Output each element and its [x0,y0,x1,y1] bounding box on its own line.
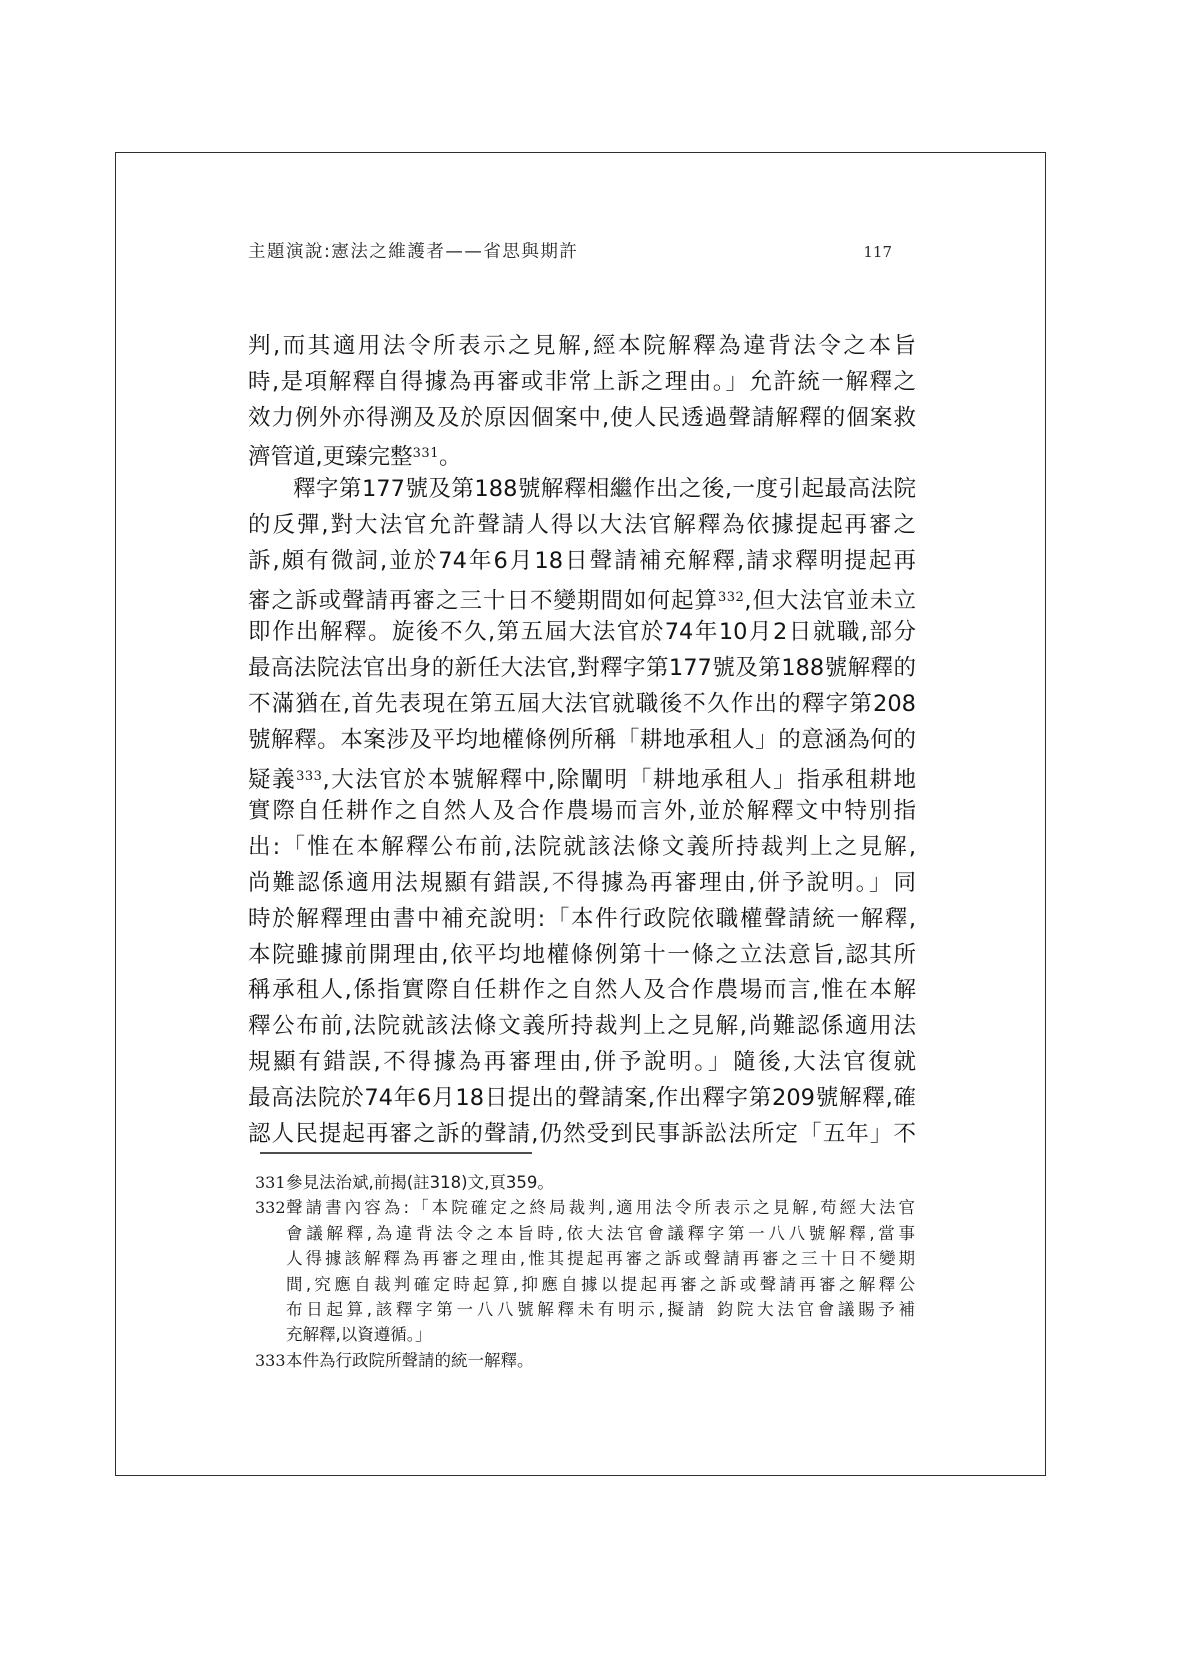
body-line [248,544,916,580]
body-line [248,365,916,401]
footnote-number: 332 [255,1198,286,1218]
body-line [248,723,916,759]
footnote-separator-rule [260,1152,532,1154]
footnote [255,1170,915,1195]
body-line [248,1117,916,1153]
body-line [248,794,916,830]
footnote-line: 間,究應自裁判確定時起算,抑應自據以提起再審之訴或聲請再審之解釋公 [286,1274,915,1294]
footnote-text [286,1170,915,1195]
body-line-text: 。 [438,444,462,471]
body-line-text: 效力例外亦得溯及及於原因個案中,使人民透過聲請解釋的個案救 [248,404,916,431]
footnote-line: 會議解釋,為違背法令之本旨時,依大法官會議釋字第一八八號解釋,當事 [286,1223,915,1243]
body-line [248,329,916,365]
body-line [248,508,916,544]
body-line [248,580,916,616]
running-header-title: 主題演說:憲法之維護者——省思與期許 [248,242,579,262]
body-line-text: 最高法院法官出身的新任大法官,對釋字第177號及第188號解釋的 [248,655,916,682]
footnote-line: 本件為行政院所聲請的統一解釋。 [286,1350,534,1370]
body-line-text: 濟管道,更臻完整 [248,444,413,471]
footnote-reference: 331 [412,446,439,462]
body-line [248,472,916,508]
footnote-number: 333 [255,1350,286,1370]
body-line-text: 最高法院於74年6月18日提出的聲請案,作出釋字第209號解釋,確 [248,1084,916,1111]
body-line-text: 即作出解釋。旋後不久,第五屆大法官於74年10月2日就職,部分 [248,619,916,646]
body-line [248,651,916,687]
body-line-text: 訴,頗有微詞,並於74年6月18日聲請補充解釋,請求釋明提起再 [248,547,916,574]
body-line [248,830,916,866]
body-line-text: ,大法官於本號解釋中,除闡明「耕地承租人」指承租耕地 [322,766,916,793]
footnote-line: 參見法治斌,前揭(註318)文,頁359。 [286,1173,554,1192]
footnote [255,1195,915,1347]
footnote-line: 充解釋,以資遵循。」 [286,1325,432,1345]
body-line-text: 稱承租人,係指實際自任耕作之自然人及合作農場而言,惟在本解 [248,977,916,1004]
body-line-text: ,但大法官並未立 [744,587,916,614]
body-line-text: 時,是項解釋自得據為再審或非常上訴之理由。」允許統一解釋之 [248,368,916,395]
footnote [255,1348,915,1373]
body-line [248,759,916,795]
body-line-text: 本院雖據前開理由,依平均地權條例第十一條之立法意旨,認其所 [248,941,916,968]
footnote-line: 人得據該解釋為再審之理由,惟其提起再審之訴或聲請再審之三十日不變期 [286,1249,915,1269]
body-line-text: ,併予說明。」同 [748,869,916,896]
body-line [248,1009,916,1045]
body-line-text: 疑義 [248,766,297,793]
body-line-text: 號解釋。本案涉及平均地權條例所稱「耕地承租人」的意涵為何的 [248,726,916,753]
footnote-line: 聲請書內容為:「本院確定之終局裁判,適用法令所表示之見解,苟經大法官 [286,1198,915,1218]
body-line-text: 的反彈,對大法官允許聲請人得以大法官解釋為依據提起再審之 [248,511,916,538]
body-line-text: 出:「惟在本解釋公布前,法院就該法條文義所持裁判上之見解, [248,834,916,861]
footnote-text [286,1195,915,1347]
footnote-reference: 333 [296,768,323,784]
body-line-text: 不滿猶在,首先表現在第五屆大法官就職後不久作出的釋字第208 [248,690,916,717]
body-line [248,401,916,437]
body-line-text: 實際自任耕作之自然人及合作農場而言外,並於解釋文中特別指 [248,798,916,825]
body-line [248,1045,916,1081]
footnote-text [286,1348,915,1373]
body-line [248,687,916,723]
body-line [248,436,916,472]
page-number: 117 [863,243,892,261]
body-line-text: 尚難認係適用法規顯有錯誤,不得據為再審理由 [248,869,749,896]
body-line [248,973,916,1009]
body-line-text: 釋字第177號及第188號解釋相繼作出之後,一度引起最高法院 [293,476,916,503]
footnotes-list [255,1170,915,1373]
body-line-text: 釋公布前,法院就該法條文義所持裁判上之見解,尚難認係適用法 [248,1013,916,1040]
body-line [248,866,916,902]
footnote-number: 331 [255,1173,286,1192]
page-header [248,238,916,263]
footnote-reference: 332 [718,589,745,605]
body-line [248,902,916,938]
body-line-text: 審之訴或聲請再審之三十日不變期間如何起算 [248,587,719,614]
body-line [248,615,916,651]
body-line-text: 時於解釋理由書中補充說明:「本件行政院依職權聲請統一解釋, [248,905,916,932]
body-line-text: 判,而其適用法令所表示之見解,經本院解釋為違背法令之本旨 [248,333,916,359]
body-line-text: 規顯有錯誤,不得據為再審理由,併予說明。」隨後,大法官復就 [248,1048,916,1075]
body-line [248,938,916,974]
footnote-line: 布日起算,該釋字第一八八號解釋未有明示,擬請 鈞院大法官會議賜予補 [286,1300,915,1320]
body-line-text: 認人民提起再審之訴的聲請,仍然受到民事訴訟法所定「五年」不 [248,1120,916,1147]
body-text [248,329,916,1152]
body-line [248,1081,916,1117]
